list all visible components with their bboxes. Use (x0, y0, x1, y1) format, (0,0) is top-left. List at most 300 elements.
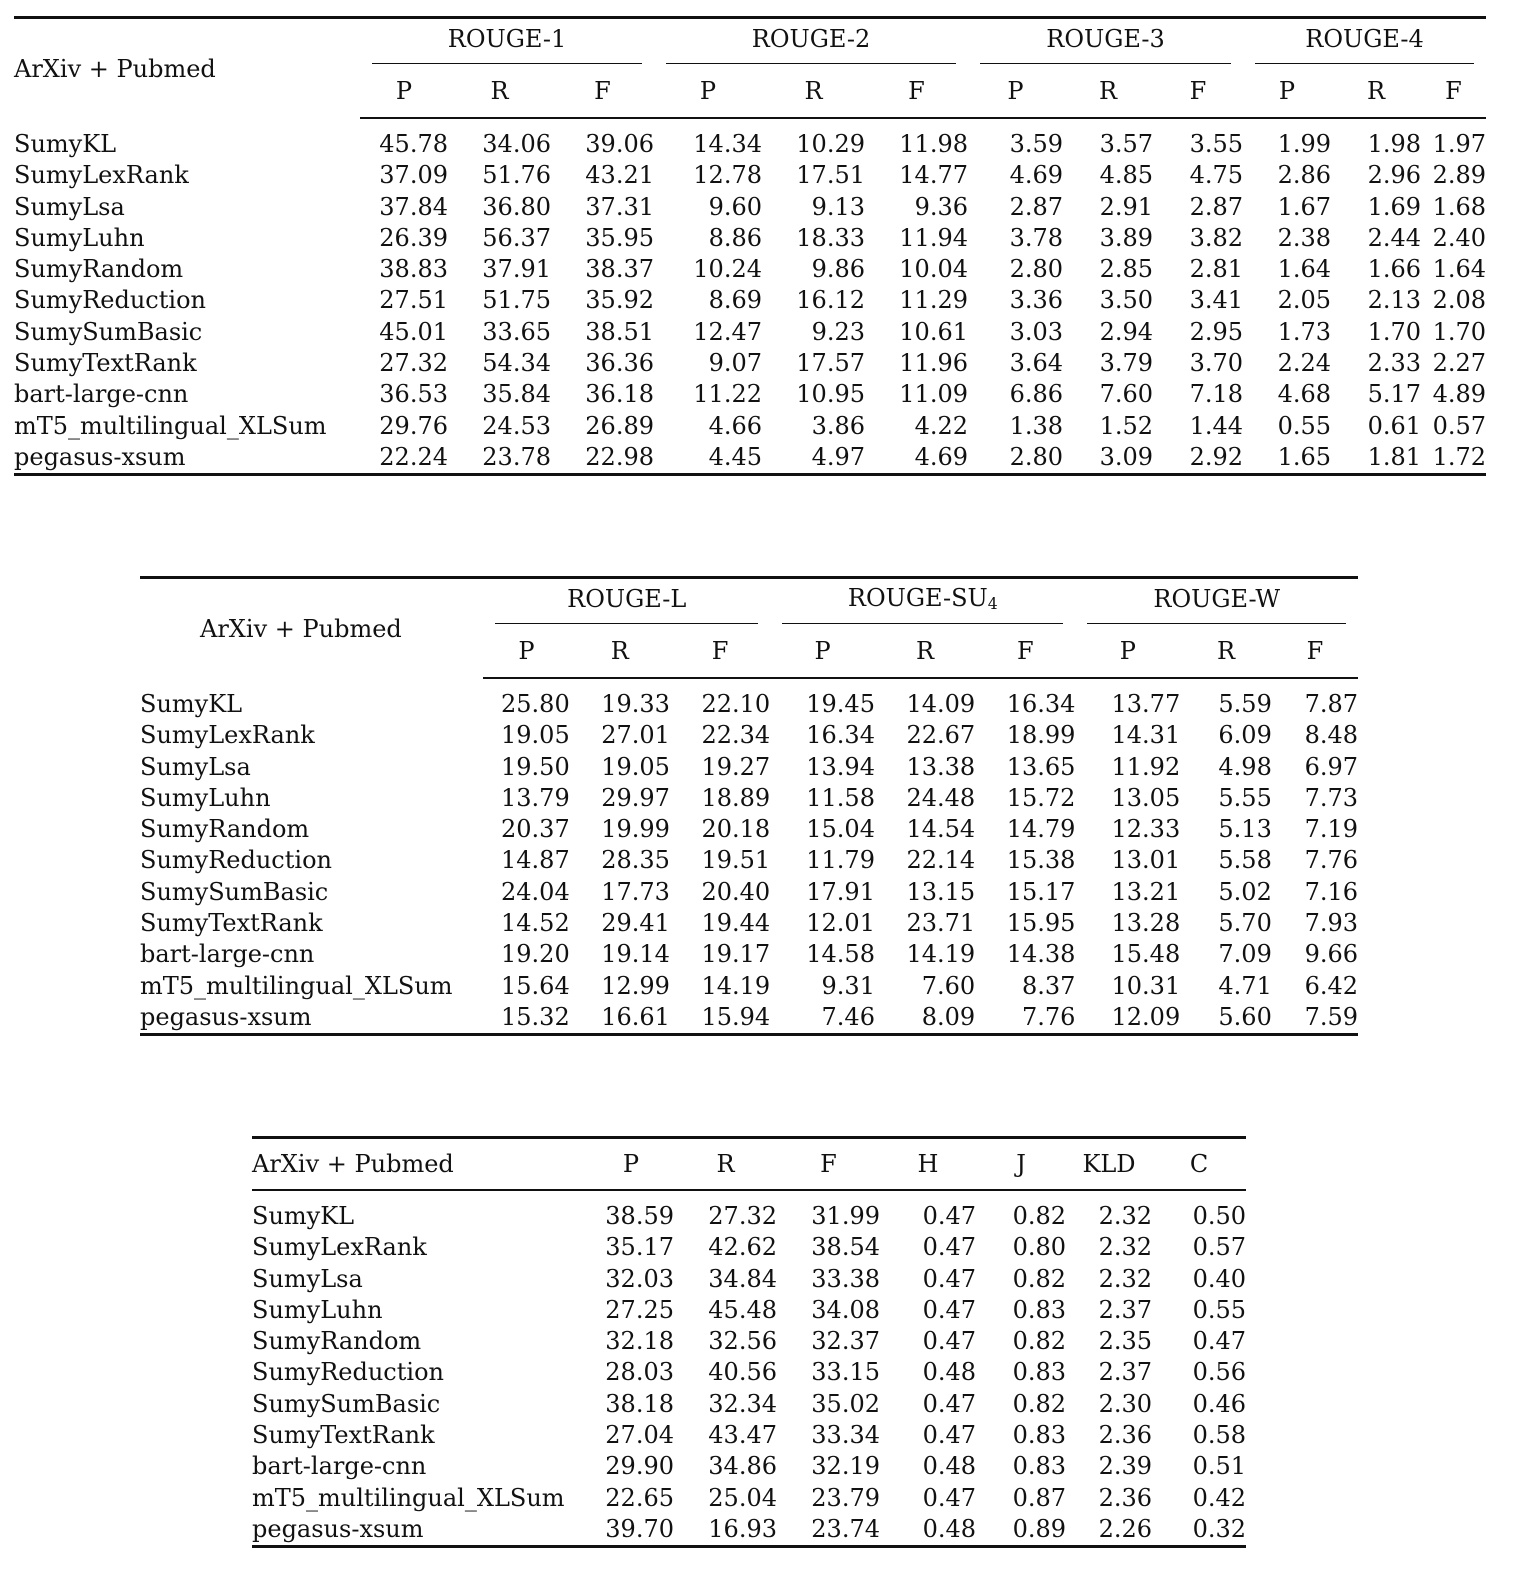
metric-value: 9.07 (708, 349, 762, 378)
metric-value: 1.70 (1367, 317, 1421, 346)
metric-value: 6.42 (1304, 971, 1358, 1000)
model-name: SumyKL (252, 1202, 355, 1230)
metric-value: 15.64 (501, 971, 570, 1000)
corner-label: ArXiv + Pubmed (140, 578, 483, 679)
metric-value: 3.57 (1099, 130, 1153, 158)
subheader-p: P (968, 69, 1063, 118)
subheader-p: P (1075, 629, 1180, 678)
metric-value: 1.67 (1277, 192, 1331, 221)
metric-value: 0.55 (1277, 411, 1331, 440)
table-row (140, 720, 1358, 751)
metric-value: 13.05 (1111, 783, 1181, 812)
model-name: SumyReduction (140, 846, 332, 875)
metric-value: 35.02 (811, 1389, 880, 1418)
metric-value: 2.37 (1098, 1358, 1152, 1387)
metric-value: 11.79 (806, 846, 875, 875)
metric-value: 13.01 (1111, 846, 1181, 875)
metric-value: 0.47 (922, 1421, 976, 1450)
group-header: ROUGE-L (483, 578, 770, 630)
metric-value: 14.19 (701, 971, 771, 1000)
metric-value: 43.21 (585, 161, 654, 190)
metric-value: 0.42 (1192, 1483, 1246, 1512)
metric-value: 1.70 (1432, 317, 1486, 346)
model-name: SumyReduction (14, 286, 206, 315)
metric-value: 9.23 (811, 317, 865, 346)
subheader-f: F (670, 629, 770, 678)
metric-value: 37.31 (585, 192, 654, 221)
metric-value: 2.24 (1277, 349, 1331, 378)
metric-value: 19.33 (601, 690, 670, 718)
metric-value: 15.17 (1006, 877, 1076, 906)
metric-value: 14.52 (501, 909, 570, 938)
metric-value: 4.22 (914, 411, 968, 440)
corner-label: ArXiv + Pubmed (14, 18, 360, 119)
model-name: bart-large-cnn (14, 380, 189, 409)
table-row (252, 1357, 1246, 1388)
metric-value: 16.93 (674, 1514, 777, 1547)
metric-value: 35.95 (585, 223, 654, 252)
metric-value: 2.81 (1189, 255, 1243, 284)
group-header: ROUGE-W (1075, 578, 1358, 630)
metric-value: 19.44 (701, 909, 771, 938)
metric-value: 9.66 (1304, 940, 1358, 969)
metric-value: 10.31 (1111, 971, 1181, 1000)
metric-value: 36.80 (482, 192, 551, 221)
metric-value: 16.12 (796, 286, 865, 315)
column-header-kld: KLD (1066, 1138, 1152, 1191)
model-name: bart-large-cnn (140, 940, 315, 969)
metric-value: 12.01 (806, 909, 875, 938)
metric-value: 3.50 (1099, 286, 1153, 315)
metric-value: 4.66 (708, 411, 762, 440)
metric-value: 2.86 (1277, 161, 1331, 190)
model-name: mT5_multilingual_XLSum (252, 1483, 565, 1512)
metric-value: 37.09 (379, 161, 448, 190)
metric-value: 0.47 (922, 1264, 976, 1293)
metric-value: 2.80 (968, 442, 1063, 475)
metric-value: 4.69 (1009, 161, 1063, 190)
model-name: SumySumBasic (140, 877, 329, 906)
metric-value: 4.85 (1099, 161, 1153, 190)
metric-value: 3.86 (811, 411, 865, 440)
metric-value: 3.64 (1009, 349, 1063, 378)
metric-value: 38.54 (811, 1233, 880, 1262)
metric-value: 7.93 (1304, 909, 1358, 938)
metric-value: 0.40 (1192, 1264, 1246, 1293)
subheader-r: R (570, 629, 670, 678)
metric-value: 24.48 (906, 783, 976, 812)
metric-value: 45.78 (379, 130, 448, 158)
metric-value: 2.38 (1277, 223, 1331, 252)
metric-value: 13.21 (1111, 877, 1181, 906)
metric-value: 19.05 (601, 752, 670, 781)
metric-value: 35.84 (482, 380, 551, 409)
model-name: mT5_multilingual_XLSum (14, 411, 327, 440)
metric-value: 38.51 (585, 317, 654, 346)
metric-value: 7.16 (1304, 877, 1358, 906)
metric-value: 19.20 (501, 940, 570, 969)
metric-value: 8.48 (1304, 721, 1358, 750)
metric-value: 4.89 (1432, 380, 1486, 409)
subheader-r: R (762, 69, 865, 118)
metric-value: 51.75 (482, 286, 551, 315)
metric-value: 1.44 (1189, 411, 1243, 440)
metric-value: 2.89 (1432, 161, 1486, 190)
metric-value: 8.09 (875, 1002, 975, 1035)
metric-value: 2.33 (1367, 349, 1421, 378)
metric-value: 2.35 (1098, 1327, 1152, 1356)
metric-value: 19.51 (701, 846, 771, 875)
metric-value: 32.56 (708, 1327, 777, 1356)
metric-value: 32.18 (605, 1327, 674, 1356)
metric-value: 13.77 (1111, 690, 1181, 718)
metric-value: 3.78 (1009, 223, 1063, 252)
metric-value: 0.50 (1192, 1202, 1246, 1230)
metric-value: 25.04 (708, 1483, 777, 1512)
metric-value: 0.82 (1012, 1264, 1066, 1293)
metric-value: 22.24 (360, 442, 448, 475)
metric-value: 32.34 (708, 1389, 777, 1418)
table-row (14, 317, 1486, 348)
metric-value: 14.31 (1111, 721, 1181, 750)
model-name: SumyLexRank (14, 161, 189, 190)
metric-value: 14.79 (1006, 815, 1076, 844)
metric-value: 0.48 (922, 1452, 976, 1481)
table-row (140, 877, 1358, 908)
model-name: SumyLuhn (252, 1295, 383, 1324)
metric-value: 7.87 (1304, 690, 1358, 718)
metric-value: 17.73 (601, 877, 670, 906)
table-row (252, 1264, 1246, 1295)
metric-value: 13.15 (906, 877, 976, 906)
metric-value: 1.99 (1277, 130, 1331, 158)
metric-value: 15.95 (1006, 909, 1076, 938)
metric-value: 2.39 (1098, 1452, 1152, 1481)
metric-value: 0.47 (922, 1233, 976, 1262)
model-name: SumyKL (14, 129, 117, 158)
metric-value: 42.62 (708, 1233, 777, 1262)
metric-value: 9.36 (914, 192, 968, 221)
table-row (140, 939, 1358, 970)
metric-value: 33.65 (482, 317, 551, 346)
metric-value: 7.60 (1099, 380, 1153, 409)
metric-value: 0.32 (1152, 1514, 1246, 1547)
metric-value: 10.04 (899, 255, 968, 284)
metric-value: 0.47 (922, 1202, 976, 1230)
metric-value: 0.47 (1192, 1327, 1246, 1356)
metric-value: 2.13 (1367, 286, 1421, 315)
metric-value: 0.82 (1012, 1327, 1066, 1356)
subheader-r: R (1180, 629, 1272, 678)
metric-value: 14.87 (501, 846, 570, 875)
metric-value: 9.60 (708, 192, 762, 221)
subheader-f: F (1153, 69, 1243, 118)
metric-value: 18.33 (796, 223, 865, 252)
table-row (140, 752, 1358, 783)
metric-value: 3.09 (1063, 442, 1153, 475)
metric-value: 31.99 (811, 1202, 880, 1230)
subheader-p: P (770, 629, 875, 678)
metric-value: 11.58 (806, 783, 875, 812)
metric-value: 11.98 (899, 130, 968, 158)
metric-value: 0.83 (1012, 1452, 1066, 1481)
table-row (140, 1002, 1358, 1035)
metric-value: 36.18 (585, 380, 654, 409)
metric-value: 22.10 (701, 690, 771, 718)
metric-value: 19.17 (701, 940, 771, 969)
metric-value: 1.69 (1367, 192, 1421, 221)
metric-value: 5.17 (1367, 380, 1421, 409)
metric-value: 5.13 (1218, 815, 1272, 844)
metric-value: 8.37 (1021, 971, 1076, 1000)
corner-label: ArXiv + Pubmed (252, 1138, 588, 1191)
metric-value: 2.27 (1432, 349, 1486, 378)
group-header: ROUGE-$SU_4$ (770, 578, 1075, 630)
metric-value: 24.04 (501, 877, 570, 906)
table-row (14, 411, 1486, 442)
metric-value: 10.29 (796, 130, 865, 158)
metric-value: 16.61 (570, 1002, 670, 1035)
table-row (252, 1326, 1246, 1357)
metric-value: 3.79 (1099, 349, 1153, 378)
metric-value: 7.18 (1189, 380, 1243, 409)
metric-value: 0.48 (880, 1514, 976, 1547)
table-row (14, 160, 1486, 191)
metric-value: 12.33 (1111, 815, 1181, 844)
metric-value: 2.87 (1009, 192, 1063, 221)
metric-value: 15.48 (1111, 940, 1181, 969)
model-name: SumyTextRank (252, 1421, 435, 1450)
metric-value: 1.38 (1009, 411, 1063, 440)
metric-value: 24.53 (482, 411, 551, 440)
metric-value: 27.25 (605, 1295, 674, 1324)
metric-value: 12.47 (693, 317, 762, 346)
metric-value: 2.08 (1432, 286, 1486, 315)
metric-value: 4.68 (1277, 380, 1331, 409)
table-row (14, 192, 1486, 223)
table-row (14, 285, 1486, 316)
model-name: SumyReduction (252, 1358, 444, 1387)
metric-value: 43.47 (708, 1421, 777, 1450)
model-name: SumyLexRank (140, 721, 315, 750)
metric-value: 17.57 (796, 349, 865, 378)
metric-value: 22.67 (906, 721, 976, 750)
metric-value: 1.97 (1432, 130, 1486, 158)
metric-value: 29.97 (601, 783, 670, 812)
table-row (252, 1420, 1246, 1451)
metric-value: 5.02 (1218, 877, 1272, 906)
metric-value: 36.53 (379, 380, 448, 409)
metric-value: 19.27 (701, 752, 771, 781)
table-row (252, 1190, 1246, 1232)
metric-value: 2.80 (1009, 255, 1063, 284)
metric-value: 22.14 (906, 846, 976, 875)
metric-value: 14.34 (693, 130, 762, 158)
subheader-r: R (1331, 69, 1421, 118)
subheader-p: P (654, 69, 762, 118)
metric-value: 6.86 (1009, 380, 1063, 409)
table-row (140, 783, 1358, 814)
metric-value: 2.94 (1099, 317, 1153, 346)
metric-value: 9.13 (811, 192, 865, 221)
metric-value: 15.94 (670, 1002, 770, 1035)
model-name: SumyLsa (14, 192, 125, 221)
table-row (14, 223, 1486, 254)
metric-value: 4.71 (1218, 971, 1272, 1000)
metric-value: 0.61 (1367, 411, 1421, 440)
table-row (140, 845, 1358, 876)
metric-value: 2.05 (1277, 286, 1331, 315)
subheader-f: F (551, 69, 654, 118)
metric-value: 7.59 (1272, 1002, 1358, 1035)
metric-value: 17.91 (806, 877, 875, 906)
metric-value: 6.09 (1218, 721, 1272, 750)
table-row (252, 1295, 1246, 1326)
metric-value: 2.26 (1066, 1514, 1152, 1547)
metric-value: 0.83 (1012, 1358, 1066, 1387)
metric-value: 18.89 (701, 783, 771, 812)
metric-value: 0.83 (1012, 1421, 1066, 1450)
column-header-h: H (880, 1138, 976, 1191)
metric-value: 39.06 (585, 130, 654, 158)
table-row (252, 1483, 1246, 1514)
metric-value: 2.87 (1189, 192, 1243, 221)
metric-value: 35.17 (605, 1233, 674, 1262)
metric-value: 1.98 (1367, 130, 1421, 158)
metric-value: 0.51 (1192, 1452, 1246, 1481)
metric-value: 27.32 (708, 1202, 777, 1230)
metric-value: 32.03 (605, 1264, 674, 1293)
metric-value: 56.37 (482, 223, 551, 252)
metric-value: 1.81 (1331, 442, 1421, 475)
metric-value: 2.92 (1153, 442, 1243, 475)
metric-value: 2.32 (1098, 1264, 1152, 1293)
subheader-r: R (1063, 69, 1153, 118)
metric-value: 0.82 (1012, 1389, 1066, 1418)
table-row (140, 678, 1358, 720)
metric-value: 2.40 (1432, 223, 1486, 252)
metric-value: 3.82 (1189, 223, 1243, 252)
model-name: SumyRandom (140, 815, 310, 844)
group-header: ROUGE-3 (968, 18, 1243, 70)
rouge-l-su-w-table (140, 576, 1358, 1036)
model-name: SumySumBasic (14, 317, 203, 346)
metric-value: 11.29 (899, 286, 968, 315)
column-header-j: J (976, 1138, 1066, 1191)
model-name: SumyLuhn (14, 223, 145, 252)
subheader-p: P (1243, 69, 1331, 118)
metric-value: 4.69 (865, 442, 968, 475)
table-row (14, 348, 1486, 379)
metric-value: 33.15 (811, 1358, 880, 1387)
metric-value: 1.64 (1432, 255, 1486, 284)
metric-value: 3.55 (1189, 130, 1243, 158)
model-name: SumyTextRank (140, 909, 323, 938)
metric-value: 38.59 (605, 1202, 674, 1230)
metric-value: 0.57 (1192, 1233, 1246, 1262)
metric-value: 51.76 (482, 161, 551, 190)
subheader-f: F (865, 69, 968, 118)
metric-value: 2.96 (1367, 161, 1421, 190)
metric-value: 54.34 (482, 349, 551, 378)
metric-value: 17.51 (796, 161, 865, 190)
metric-value: 19.99 (601, 815, 670, 844)
metric-value: 7.76 (975, 1002, 1075, 1035)
metric-value: 1.65 (1243, 442, 1331, 475)
metric-value: 26.39 (379, 223, 448, 252)
group-header: ROUGE-4 (1243, 18, 1486, 70)
metric-value: 4.45 (654, 442, 762, 475)
metric-value: 22.65 (605, 1483, 674, 1512)
metric-value: 26.89 (585, 411, 654, 440)
model-name: SumyTextRank (14, 349, 197, 378)
metric-value: 34.06 (482, 130, 551, 158)
metric-value: 12.09 (1075, 1002, 1180, 1035)
model-name: SumyRandom (14, 255, 184, 284)
metric-value: 3.41 (1189, 286, 1243, 315)
metric-value: 5.55 (1218, 783, 1272, 812)
model-name: bart-large-cnn (252, 1452, 427, 1481)
metric-value: 0.89 (976, 1514, 1066, 1547)
metric-value: 2.36 (1098, 1483, 1152, 1512)
metric-value: 22.34 (701, 721, 771, 750)
model-name: mT5_multilingual_XLSum (140, 971, 453, 1000)
overlap-metrics-table (252, 1136, 1246, 1548)
metric-value: 2.37 (1098, 1295, 1152, 1324)
table-row (14, 379, 1486, 410)
metric-value: 28.35 (601, 846, 670, 875)
metric-value: 27.01 (601, 721, 670, 750)
metric-value: 40.56 (708, 1358, 777, 1387)
metric-value: 29.90 (605, 1452, 674, 1481)
metric-value: 20.18 (701, 815, 771, 844)
metric-value: 13.94 (806, 752, 875, 781)
metric-value: 2.44 (1367, 223, 1421, 252)
metric-value: 20.37 (501, 815, 570, 844)
metric-value: 23.71 (906, 909, 976, 938)
subheader-f: F (1272, 629, 1358, 678)
metric-value: 0.56 (1192, 1358, 1246, 1387)
metric-value: 25.80 (501, 690, 570, 718)
metric-value: 0.83 (1012, 1295, 1066, 1324)
metric-value: 39.70 (588, 1514, 674, 1547)
table-row (140, 971, 1358, 1002)
table-row (252, 1514, 1246, 1547)
metric-value: 16.34 (1006, 690, 1076, 718)
subheader-r: R (875, 629, 975, 678)
metric-value: 33.34 (811, 1421, 880, 1450)
metric-value: 23.78 (448, 442, 551, 475)
group-header: ROUGE-2 (654, 18, 968, 70)
table-row (140, 908, 1358, 939)
metric-value: 14.38 (1006, 940, 1076, 969)
metric-value: 45.01 (379, 317, 448, 346)
metric-value: 11.94 (899, 223, 968, 252)
metric-value: 1.73 (1277, 317, 1331, 346)
metric-value: 38.37 (585, 255, 654, 284)
metric-value: 3.59 (1009, 130, 1063, 158)
metric-value: 6.97 (1304, 752, 1358, 781)
metric-value: 45.48 (708, 1295, 777, 1324)
metric-value: 14.58 (806, 940, 875, 969)
model-name: SumyLexRank (252, 1233, 427, 1262)
metric-value: 19.14 (601, 940, 670, 969)
metric-value: 2.30 (1098, 1389, 1152, 1418)
metric-value: 19.45 (806, 690, 875, 718)
metric-value: 34.84 (708, 1264, 777, 1293)
metric-value: 9.31 (821, 971, 875, 1000)
metric-value: 2.32 (1098, 1202, 1152, 1230)
